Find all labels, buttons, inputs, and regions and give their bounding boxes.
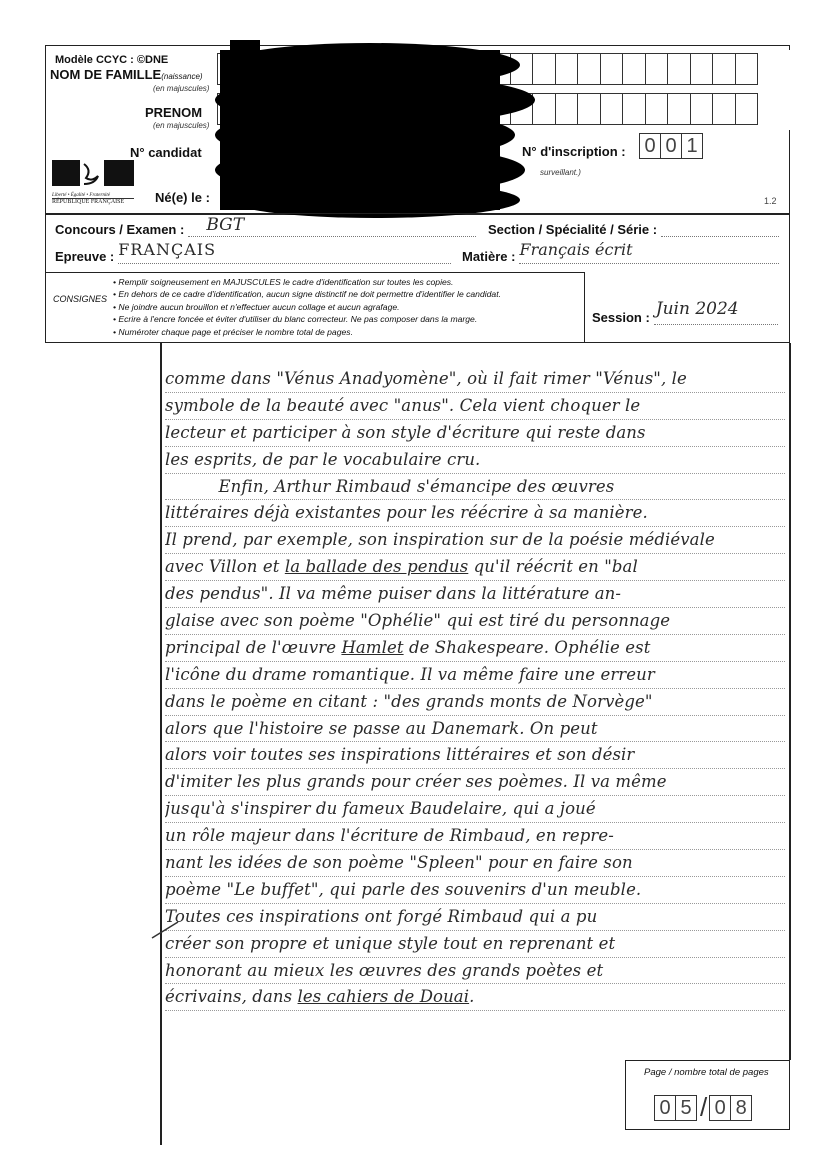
line-text: Il prend, par exemple, son inspiration sur de la poésie médiévale [165,530,715,550]
handwritten-line [165,769,785,796]
handwritten-line [165,581,785,608]
page-number[interactable] [655,1092,752,1123]
page-count-label: Page / nombre total de pages [644,1067,769,1078]
model-label: Modèle CCYC : ©DNE [55,54,169,66]
handwritten-line [165,366,785,393]
line-text: alors que l'histoire se passe au Danemark. On peut [165,718,598,738]
consigne-item: • Remplir soigneusement en MAJUSCULES le cadre d'identification sur toutes les copies. [113,277,454,287]
line-text: littéraires déjà existantes pour les réécrire à sa manière. [165,503,648,523]
marianne-icon [52,160,134,188]
matiere-field[interactable] [462,240,783,264]
line-text: symbole de la beauté avec "anus". Cela vient choquer le [165,395,641,415]
concours-value: BGT [206,215,245,235]
handwritten-line [165,527,785,554]
margin-line [160,343,162,1145]
nom-label [50,67,203,82]
matiere-value: Français écrit [519,240,633,259]
line-text: de Shakespeare. Ophélie est [403,637,651,657]
page-digit: 0 [654,1095,676,1121]
consignes-list [113,276,501,338]
line-text: glaise avec son poème "Ophélie" qui est tiré du personnage [165,611,671,631]
consigne-item: • Ecrire à l'encre foncée et éviter d'utiliser du blanc correcteur. Ne pas composer dans la marge. [113,314,478,325]
session-value: Juin 2024 [655,299,739,319]
line-text: jusqu'à s'inspirer du fameux Baudelaire, qui a joué [165,799,596,819]
epreuve-label: Epreuve : [55,249,115,264]
line-text: lecteur et participer à son style d'écriture qui reste dans [165,422,646,442]
handwritten-line [165,984,785,1011]
concours-field[interactable] [55,215,480,237]
handwritten-line [165,608,785,635]
section-field[interactable] [488,222,783,237]
handwritten-line [165,393,785,420]
line-text: qu'il réécrit en "bal [468,557,638,577]
handwritten-line [165,958,785,985]
inscription-label: N° d'inscription : [522,144,626,159]
nom-sub: (naissance) [161,72,203,81]
page-separator: / [700,1092,708,1122]
handwritten-line [165,689,785,716]
epreuve-field[interactable] [55,240,455,264]
handwritten-line [165,474,785,501]
paragraph-mark [150,918,180,940]
line-text: poème "Le buffet", qui parle des souvenirs d'un meuble. [165,879,642,899]
total-digit: 8 [730,1095,752,1121]
inscription-boxes[interactable] [640,133,703,159]
line-text: l'icône du drame romantique. Il va même faire une erreur [165,664,655,684]
handwritten-line [165,877,785,904]
epreuve-value: FRANÇAIS [118,240,217,259]
form-version: 1.2 [764,196,777,206]
line-text: des pendus". Il va même puiser dans la littérature an- [165,584,622,604]
handwritten-line [165,742,785,769]
en-majuscules-1: (en majuscules) [153,84,210,93]
surveillant-note: surveillant.) [540,168,581,177]
handwritten-line [165,554,785,581]
inscription-digit: 0 [660,133,682,159]
consigne-item: • Ne joindre aucun brouillon et n'effectuer aucun collage et aucun agrafage. [113,301,400,312]
line-text: alors voir toutes ses inspirations littéraires et son désir [165,745,635,765]
handwritten-line [165,904,785,931]
line-text: d'imiter les plus grands pour créer ses poèmes. Il va même [165,772,667,792]
redaction-scribble [200,40,540,220]
candidat-label: N° candidat [130,145,202,160]
underlined-title: Hamlet [341,637,404,657]
right-border [789,343,791,1060]
line-text: . [469,987,475,1007]
handwritten-line [165,716,785,743]
handwritten-line [165,662,785,689]
matiere-label: Matière : [462,249,516,264]
handwritten-line [165,796,785,823]
line-text: avec Villon et [165,557,285,577]
line-text: écrivains, dans [165,987,298,1007]
underlined-title: les cahiers de Douai [297,987,470,1007]
session-label: Session : [592,310,650,325]
line-text: Toutes ces inspirations ont forgé Rimbaud qui a pu [165,906,598,926]
line-text: créer son propre et unique style tout en reprenant et [165,933,616,953]
logo-name: RÉPUBLIQUE FRANÇAISE [52,199,125,205]
handwritten-line [165,500,785,527]
underlined-title: la ballade des pendus [284,557,469,577]
nom-label-text: NOM DE FAMILLE [50,67,162,82]
consignes-label: CONSIGNES [53,294,108,304]
handwritten-line [165,850,785,877]
line-text: nant les idées de son poème "Spleen" pour en faire son [165,853,633,873]
consigne-item: • En dehors de ce cadre d'identification, aucun signe distinctif ne doit permettre d'identifier le candidat. [113,289,501,300]
logo-motto: Liberté • Égalité • Fraternité [52,193,134,199]
prenom-label: PRENOM [145,105,203,120]
en-majuscules-2: (en majuscules) [153,121,210,130]
concours-label: Concours / Examen : [55,222,185,237]
consigne-item: • Numéroter chaque page et préciser le nombre total de pages. [113,326,353,337]
line-text: les esprits, de par le vocabulaire cru. [165,449,481,469]
handwritten-line [165,420,785,447]
line-text: un rôle majeur dans l'écriture de Rimbaud, en repre- [165,826,614,846]
line-text: dans le poème en citant : "des grands monts de Norvège" [165,691,653,711]
handwritten-line [165,823,785,850]
handwritten-line [165,447,785,474]
session-field[interactable] [592,299,782,325]
line-text: Enfin, Arthur Rimbaud s'émancipe des œuvres [165,476,615,496]
answer-text [165,366,785,1011]
total-digit: 0 [709,1095,731,1121]
line-text: comme dans "Vénus Anadyomène", où il fait rimer "Vénus", le [165,369,687,388]
line-text: principal de l'œuvre [165,637,342,657]
inscription-digit: 1 [681,133,703,159]
section-label: Section / Spécialité / Série : [488,222,658,237]
ne-le-label: Né(e) le : [155,190,210,205]
republique-francaise-logo [52,160,134,210]
line-text: honorant au mieux les œuvres des grands poètes et [165,960,604,980]
handwritten-line [165,635,785,662]
handwritten-line [165,931,785,958]
page-digit: 5 [675,1095,697,1121]
inscription-digit: 0 [639,133,661,159]
